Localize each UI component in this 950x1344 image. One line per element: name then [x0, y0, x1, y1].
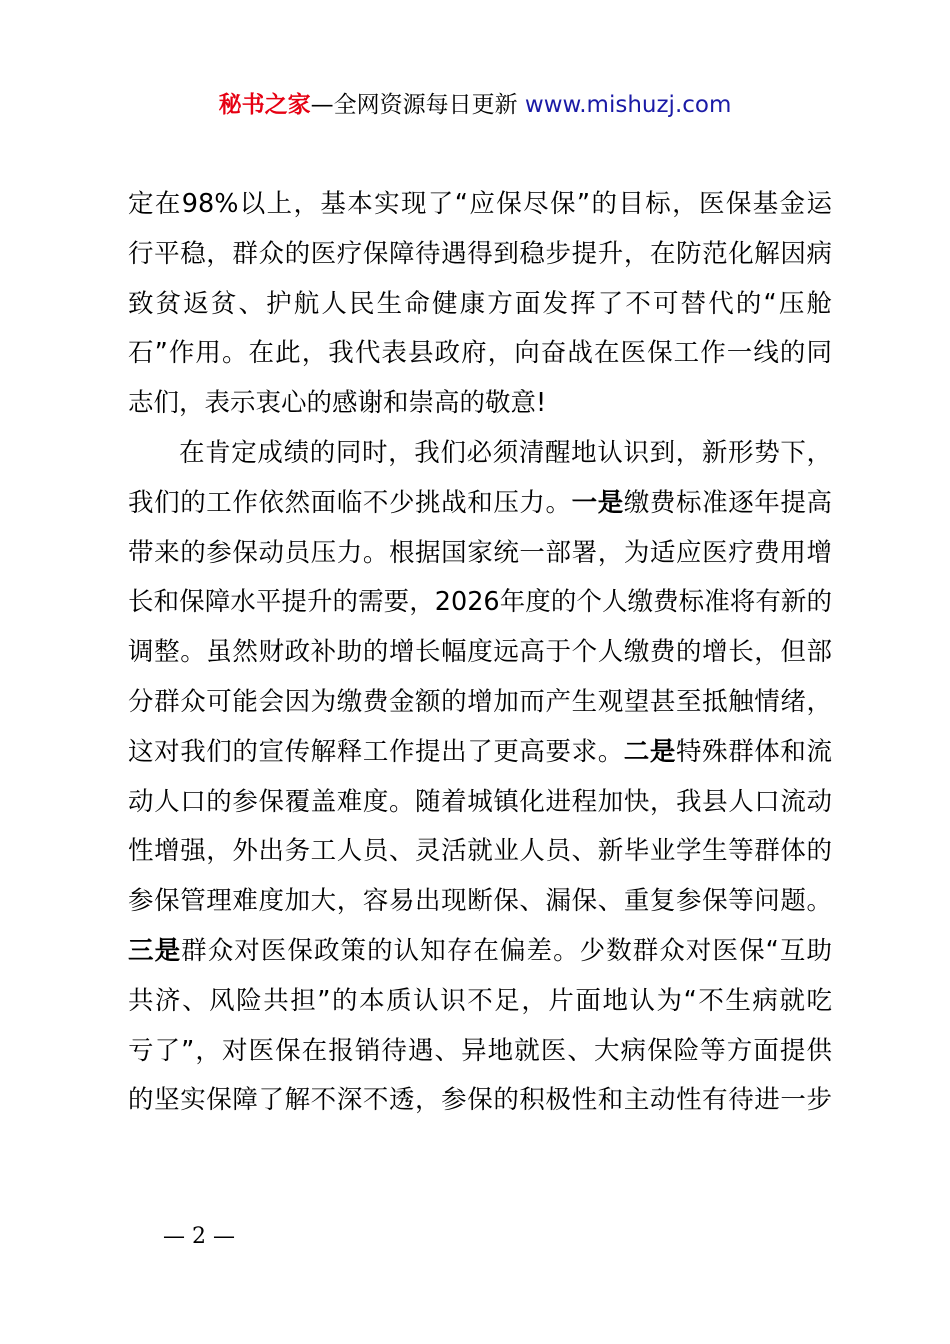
brand-name: 秘书之家	[218, 92, 311, 118]
text-line: 动人口的参保覆盖难度。随着城镇化进程加快，我县人口流动	[128, 786, 832, 817]
paragraph-first-line: 在肯定成绩的同时，我们必须清醒地认识到，新形势下，	[179, 437, 832, 468]
text-line: 定在98%以上，基本实现了“应保尽保”的目标，医保基金运	[128, 189, 832, 219]
site-url: www.mishuzj.com	[524, 92, 732, 118]
header-slogan: —全网资源每日更新	[310, 92, 525, 118]
point-three-label: 三是	[128, 935, 182, 966]
text-line: 三是群众对医保政策的认知存在偏差。少数群众对医保“互助	[128, 935, 832, 966]
point-two-label: 二是	[623, 736, 676, 767]
text-line: 性增强，外出务工人员、灵活就业人员、新毕业学生等群体的	[128, 836, 832, 867]
point-one-label: 一是	[571, 487, 624, 518]
text-line: 带来的参保动员压力。根据国家统一部署，为适应医疗费用增	[128, 537, 832, 568]
document-body	[128, 180, 832, 1126]
text-line: 致贫返贫、护航人民生命健康方面发挥了不可替代的“压舱	[128, 288, 832, 319]
site-watermark-header	[0, 88, 950, 122]
text-line: 参保管理难度加大，容易出现断保、漏保、重复参保等问题。	[128, 886, 832, 917]
page-number: — 2 —	[163, 1224, 235, 1249]
text-line: 长和保障水平提升的需要，2026年度的个人缴费标准将有新的	[128, 587, 832, 618]
text-line: 这对我们的宣传解释工作提出了更高要求。二是特殊群体和流	[128, 736, 832, 767]
text-line: 我们的工作依然面临不少挑战和压力。一是缴费标准逐年提高	[128, 487, 832, 518]
text-line: 志们，表示衷心的感谢和崇高的敬意!	[128, 388, 547, 419]
text-line: 共济、风险共担”的本质认识不足，片面地认为“不生病就吃	[128, 985, 832, 1016]
text-line: 的坚实保障了解不深不透，参保的积极性和主动性有待进一步	[128, 1085, 832, 1116]
text-line: 亏了”，对医保在报销待遇、异地就医、大病保险等方面提供	[128, 1035, 832, 1066]
text-line: 石”作用。在此，我代表县政府，向奋战在医保工作一线的同	[128, 338, 832, 369]
text-line: 调整。虽然财政补助的增长幅度远高于个人缴费的增长，但部	[128, 637, 832, 668]
text-line: 行平稳，群众的医疗保障待遇得到稳步提升，在防范化解因病	[128, 238, 832, 269]
text-line: 分群众可能会因为缴费金额的增加而产生观望甚至抵触情绪，	[128, 686, 832, 717]
